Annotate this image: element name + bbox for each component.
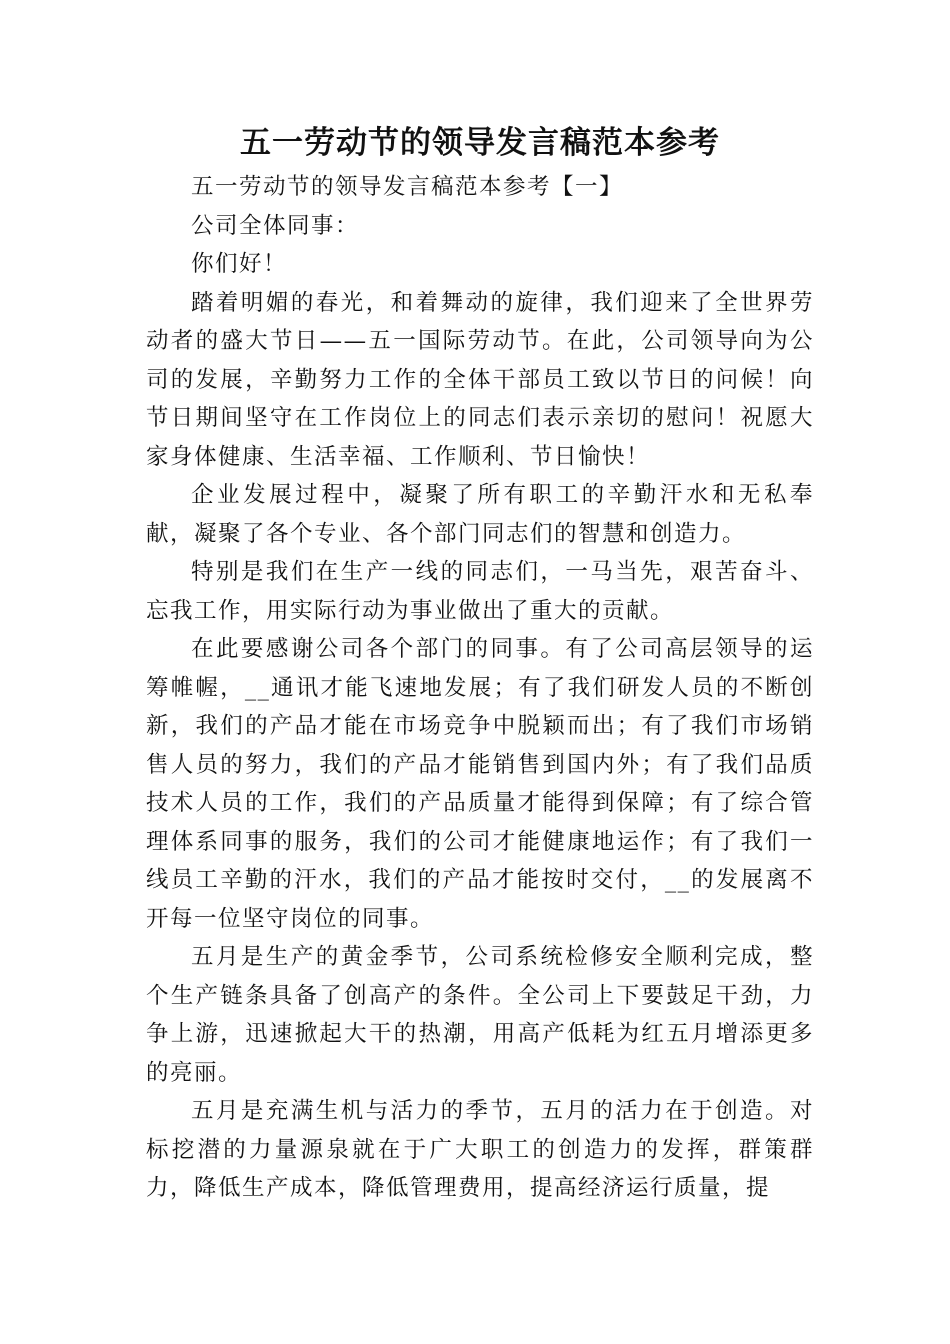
body-paragraph: 在此要感谢公司各个部门的同事。有了公司高层领导的运筹帷幄，__通讯才能飞速地发展；有了我们研发人员的不断创新，我们的产品才能在市场竞争中脱颖而出；有了我们市场销售人员的努力，我们的产品才能销售到国内外；有了我们品质技术人员的工作，我们的产品质量才能得到保障；有了综合管理体系同事的服务，我们的公司才能健康地运作；有了我们一线员工辛勤的汗水，我们的产品才能按时交付，__的发展离不开每一位坚守岗位的同事。 (146, 636, 814, 932)
body-paragraph: 五月是充满生机与活力的季节，五月的活力在于创造。对标挖潜的力量源泉就在于广大职工的创造力的发挥，群策群力，降低生产成本，降低管理费用，提高经济运行质量，提 (146, 1098, 814, 1201)
body-paragraph: 特别是我们在生产一线的同志们，一马当先，艰苦奋斗、忘我工作，用实际行动为事业做出了重大的贡献。 (146, 559, 814, 624)
body-paragraph: 五月是生产的黄金季节，公司系统检修安全顺利完成，整个生产链条具备了创高产的条件。全公司上下要鼓足干劲，力争上游，迅速掀起大干的热潮，用高产低耗为红五月增添更多的亮丽。 (146, 944, 814, 1086)
body-paragraph: 踏着明媚的春光，和着舞动的旋律，我们迎来了全世界劳动者的盛大节日——五一国际劳动节。在此，公司领导向为公司的发展，辛勤努力工作的全体干部员工致以节日的问候！向节日期间坚守在工作岗位上的同志们表示亲切的慰问！祝愿大家身体健康、生活幸福、工作顺利、节日愉快！ (146, 289, 814, 470)
greeting: 你们好！ (191, 251, 288, 277)
document-page (146, 118, 814, 1208)
section-heading: 五一劳动节的领导发言稿范本参考【一】 (191, 174, 624, 200)
document-title: 五一劳动节的领导发言稿范本参考 (240, 125, 720, 161)
salutation: 公司全体同事： (191, 212, 360, 239)
body-paragraph: 企业发展过程中，凝聚了所有职工的辛勤汗水和无私奉献，凝聚了各个专业、各个部门同志们的智慧和创造力。 (146, 482, 814, 547)
